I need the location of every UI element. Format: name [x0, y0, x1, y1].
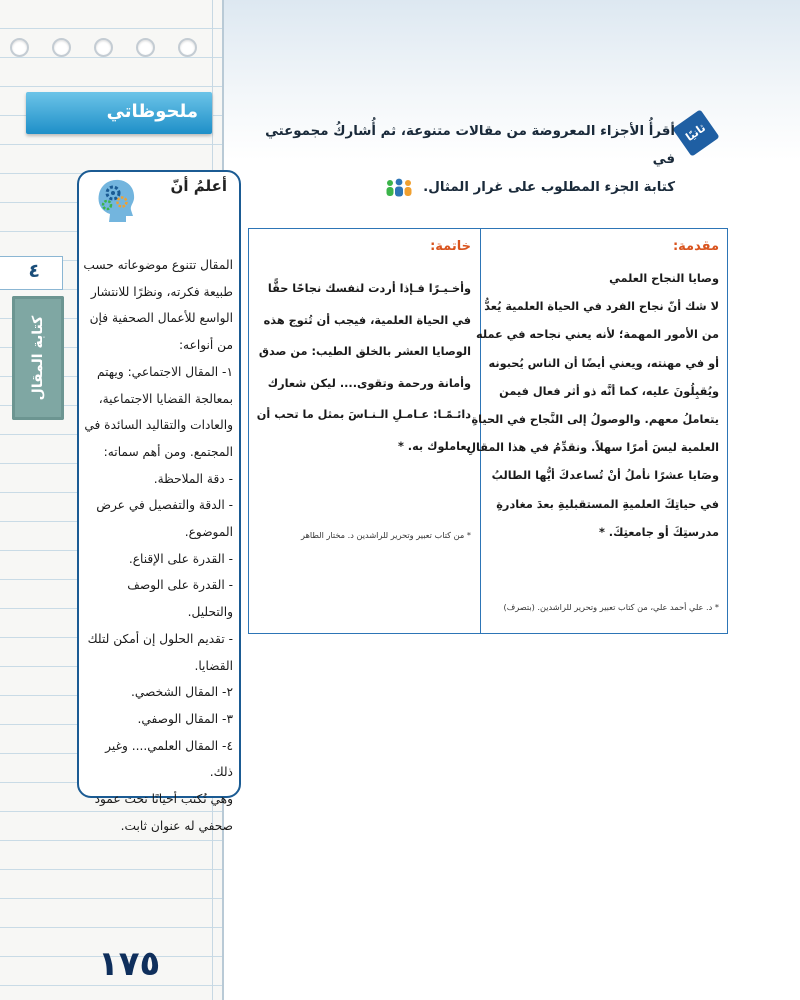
unit-title: كتابة المقال	[30, 315, 46, 401]
info-line: المقال تتنوع موضوعاته حسب	[83, 258, 233, 272]
info-line: صحفي له عنوان ثابت.	[120, 818, 233, 833]
intro-line: لا شك أنّ نجاح الفرد في الحياة العلمية يُعدُّ	[484, 300, 719, 314]
info-line: المجتمع. ومن أهم سماته:	[103, 444, 233, 459]
binder-holes	[4, 38, 214, 58]
binder-hole	[178, 38, 197, 57]
info-box-body	[81, 252, 233, 839]
info-line: الموضوع.	[184, 525, 233, 540]
concl-line: يعاملوك به. *	[397, 439, 471, 453]
intro-line: في حياتِكَ العلميةِ المستقبليةِ بعدَ مغادرةِ	[496, 497, 719, 511]
intro-line: وصَايا عشرًا نأملُ أنْ تُساعدكَ أيُّها الطالبُ	[491, 469, 719, 483]
introduction-column	[466, 229, 727, 633]
section-badge: ثانيًا	[672, 109, 719, 156]
intro-line: ويُقبِلُونَ عليه، كما أنَّه ذو أثر فعال فيمن	[499, 384, 719, 398]
instruction-line-2-text: كتابة الجزء المطلوب على غرار المثال.	[423, 180, 675, 195]
concl-line: الوصايا العشر بالخلق الطيب: من صدق	[258, 345, 471, 358]
info-line: ٤- المقال العلمي.... وغير	[105, 738, 233, 753]
binder-hole	[136, 38, 155, 57]
info-line: الواسع للأعمال الصحفية فإن	[89, 311, 233, 326]
info-line: من أنواعه:	[178, 338, 233, 353]
info-line: ٢- المقال الشخصي.	[130, 685, 233, 700]
intro-line: وصايا النجاح العلمي	[609, 272, 719, 285]
instruction-line-1: أقرأُ الأجزاء المعروضة من مقالات متنوعة، ثم أُشاركُ مجموعتي في	[265, 124, 675, 167]
unit-tab	[0, 256, 63, 290]
conclusion-column	[249, 229, 479, 633]
info-line: - دقة الملاحظة.	[153, 471, 233, 486]
intro-line: يتعاملُ معهم. والوصولُ إلى النَّجاح في الحياةِ	[471, 413, 719, 427]
head-gears-icon	[89, 176, 137, 224]
info-line: - القدرة على الوصف والتحليل.	[127, 578, 233, 620]
info-line: - الدقة والتفصيل في عرض	[96, 498, 233, 513]
introduction-body	[466, 265, 719, 547]
info-line: طبيعة فكرته، ونظرًا للانتشار	[90, 284, 233, 299]
intro-line: أو في مهنته، ويعني أيضًا أن الناس يُحبونه	[488, 356, 719, 370]
introduction-heading: مقدمة:	[672, 239, 719, 254]
notes-banner	[26, 92, 212, 134]
introduction-source: * د. علي أحمد علي، من كتاب تعبير وتحرير للراشدين. (بتصرف)	[503, 602, 719, 612]
info-box-title: أعلمُ أنّ	[170, 177, 227, 195]
info-line: - تقديم الحلول إن أمكن لتلك	[87, 631, 233, 646]
concl-line: وأخـيـرًا فـإذا أردت لنفسك نجاحًا حقًّا	[267, 282, 471, 295]
page-number: ١٧٥	[98, 944, 161, 984]
info-box	[77, 170, 241, 833]
binder-hole	[52, 38, 71, 57]
concl-line: دائـمًـا: عـامـلِ الـنـاسَ بمثل ما تحب أن	[256, 408, 471, 421]
article-parts-table	[248, 228, 728, 634]
info-line: ٣- المقال الوصفي.	[137, 711, 233, 726]
info-line: وهي تُكتب أحيانًا تحت عمود	[94, 792, 233, 807]
info-line: ١- المقال الاجتماعي: ويهتم	[97, 364, 233, 379]
info-line: والعادات والتقاليد السائدة في	[84, 418, 233, 433]
unit-number: ٤	[28, 260, 40, 282]
instruction-line-2	[250, 174, 675, 202]
concl-line: في الحياة العلمية، فيجب أن تُتوج هذه	[263, 313, 471, 327]
intro-line: مدرستِكَ أو جامعتِكَ. *	[598, 525, 719, 539]
conclusion-source: * من كتاب تعبير وتحرير للراشدين د. مختار الطاهر	[301, 530, 471, 540]
intro-line: العلمية ليسَ أمرًا سهلاً. ونقدِّمُ في هذا المقالِ	[466, 441, 719, 455]
concl-line: وأمانة ورحمة وتقوى.... ليكن شعارك	[267, 376, 471, 390]
binder-hole	[10, 38, 29, 57]
group-icon	[384, 177, 414, 197]
notes-banner-title: ملحوظاتي	[106, 101, 198, 122]
conclusion-heading: خاتمة:	[430, 239, 471, 254]
info-line: ذلك.	[209, 765, 233, 780]
unit-title-tab	[12, 296, 64, 420]
conclusion-body	[257, 273, 471, 462]
instruction-text	[250, 118, 675, 202]
binder-hole	[94, 38, 113, 57]
info-line: القضايا.	[194, 658, 233, 673]
intro-line: من الأمور المهمة؛ لأنه يعني نجاحه في عمله	[475, 328, 719, 342]
info-line: بمعالجة القضايا الاجتماعية،	[98, 391, 233, 406]
info-line: - القدرة على الإقناع.	[128, 551, 233, 566]
